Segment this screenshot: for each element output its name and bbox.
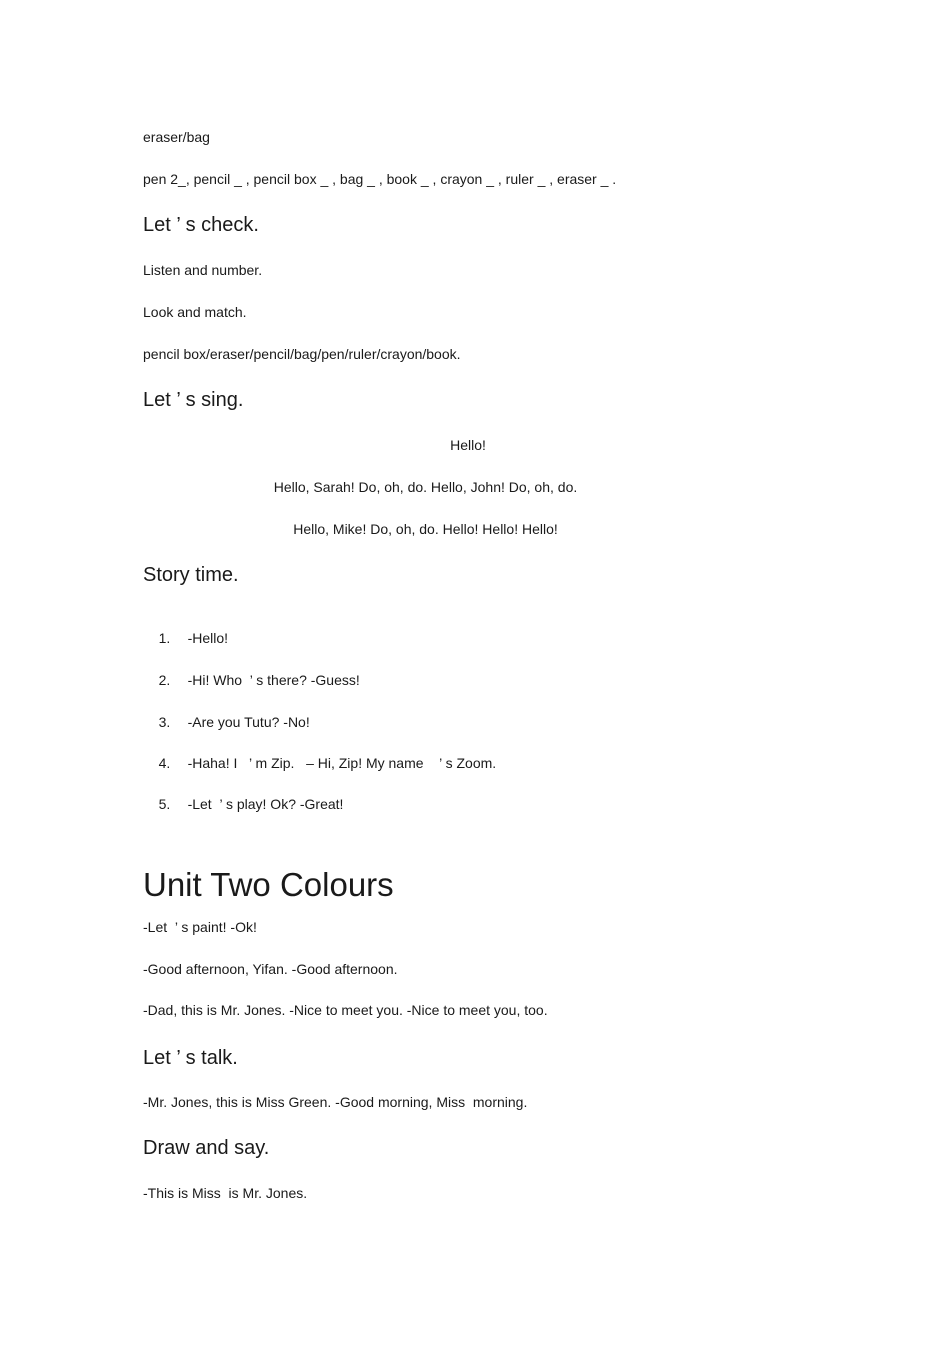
- draw-line: -This is Miss is Mr. Jones.: [143, 1185, 308, 1201]
- match-words-text: pencil box/eraser/pencil/bag/pen/ruler/crayon/book.: [143, 346, 461, 362]
- unit-two-title: Unit Two Colours: [143, 866, 394, 903]
- unit2-line-2: -Good afternoon, Yifan. -Good afternoon.: [143, 961, 398, 977]
- story-item-number: 2.: [158, 672, 171, 688]
- story-item-number: 3.: [158, 714, 171, 730]
- story-item-text: -Let ’ s play! Ok? -Great!: [187, 796, 344, 812]
- story-item-text: -Are you Tutu? -No!: [187, 714, 310, 730]
- lets-sing-heading: Let ’ s sing.: [143, 389, 244, 411]
- story-item-number: 4.: [158, 755, 171, 771]
- talk-line: -Mr. Jones, this is Miss Green. -Good morning, Miss morning.: [143, 1094, 528, 1110]
- story-item-number: 5.: [158, 796, 171, 812]
- lets-talk-heading: Let ’ s talk.: [143, 1047, 238, 1069]
- look-match-text: Look and match.: [143, 304, 247, 320]
- story-item-number: 1.: [158, 630, 171, 646]
- lets-check-heading: Let ’ s check.: [143, 214, 259, 236]
- listen-number-text: Listen and number.: [143, 262, 263, 278]
- song-line-1: Hello, Sarah! Do, oh, do. Hello, John! Do, oh, do.: [273, 479, 578, 495]
- unit2-line-3: -Dad, this is Mr. Jones. -Nice to meet you. -Nice to meet you, too.: [143, 1002, 548, 1018]
- story-item-text: -Hello!: [187, 630, 229, 646]
- eraser-bag-text: eraser/bag: [143, 129, 210, 145]
- unit2-line-1: -Let ’ s paint! -Ok!: [143, 919, 257, 935]
- count-fill-line: pen 2_, pencil _ , pencil box _ , bag _ , book _ , crayon _ , ruler _ , eraser _ .: [143, 171, 617, 187]
- story-item-text: -Haha! I ’ m Zip. – Hi, Zip! My name ’ s Zoom.: [187, 755, 497, 771]
- draw-say-heading: Draw and say.: [143, 1137, 270, 1159]
- song-line-2: Hello, Mike! Do, oh, do. Hello! Hello! Hello!: [293, 521, 558, 537]
- story-item-5: [143, 777, 343, 831]
- story-time-heading: Story time.: [143, 564, 239, 586]
- story-item-text: -Hi! Who ’ s there? -Guess!: [187, 672, 360, 688]
- song-title: Hello!: [450, 437, 486, 453]
